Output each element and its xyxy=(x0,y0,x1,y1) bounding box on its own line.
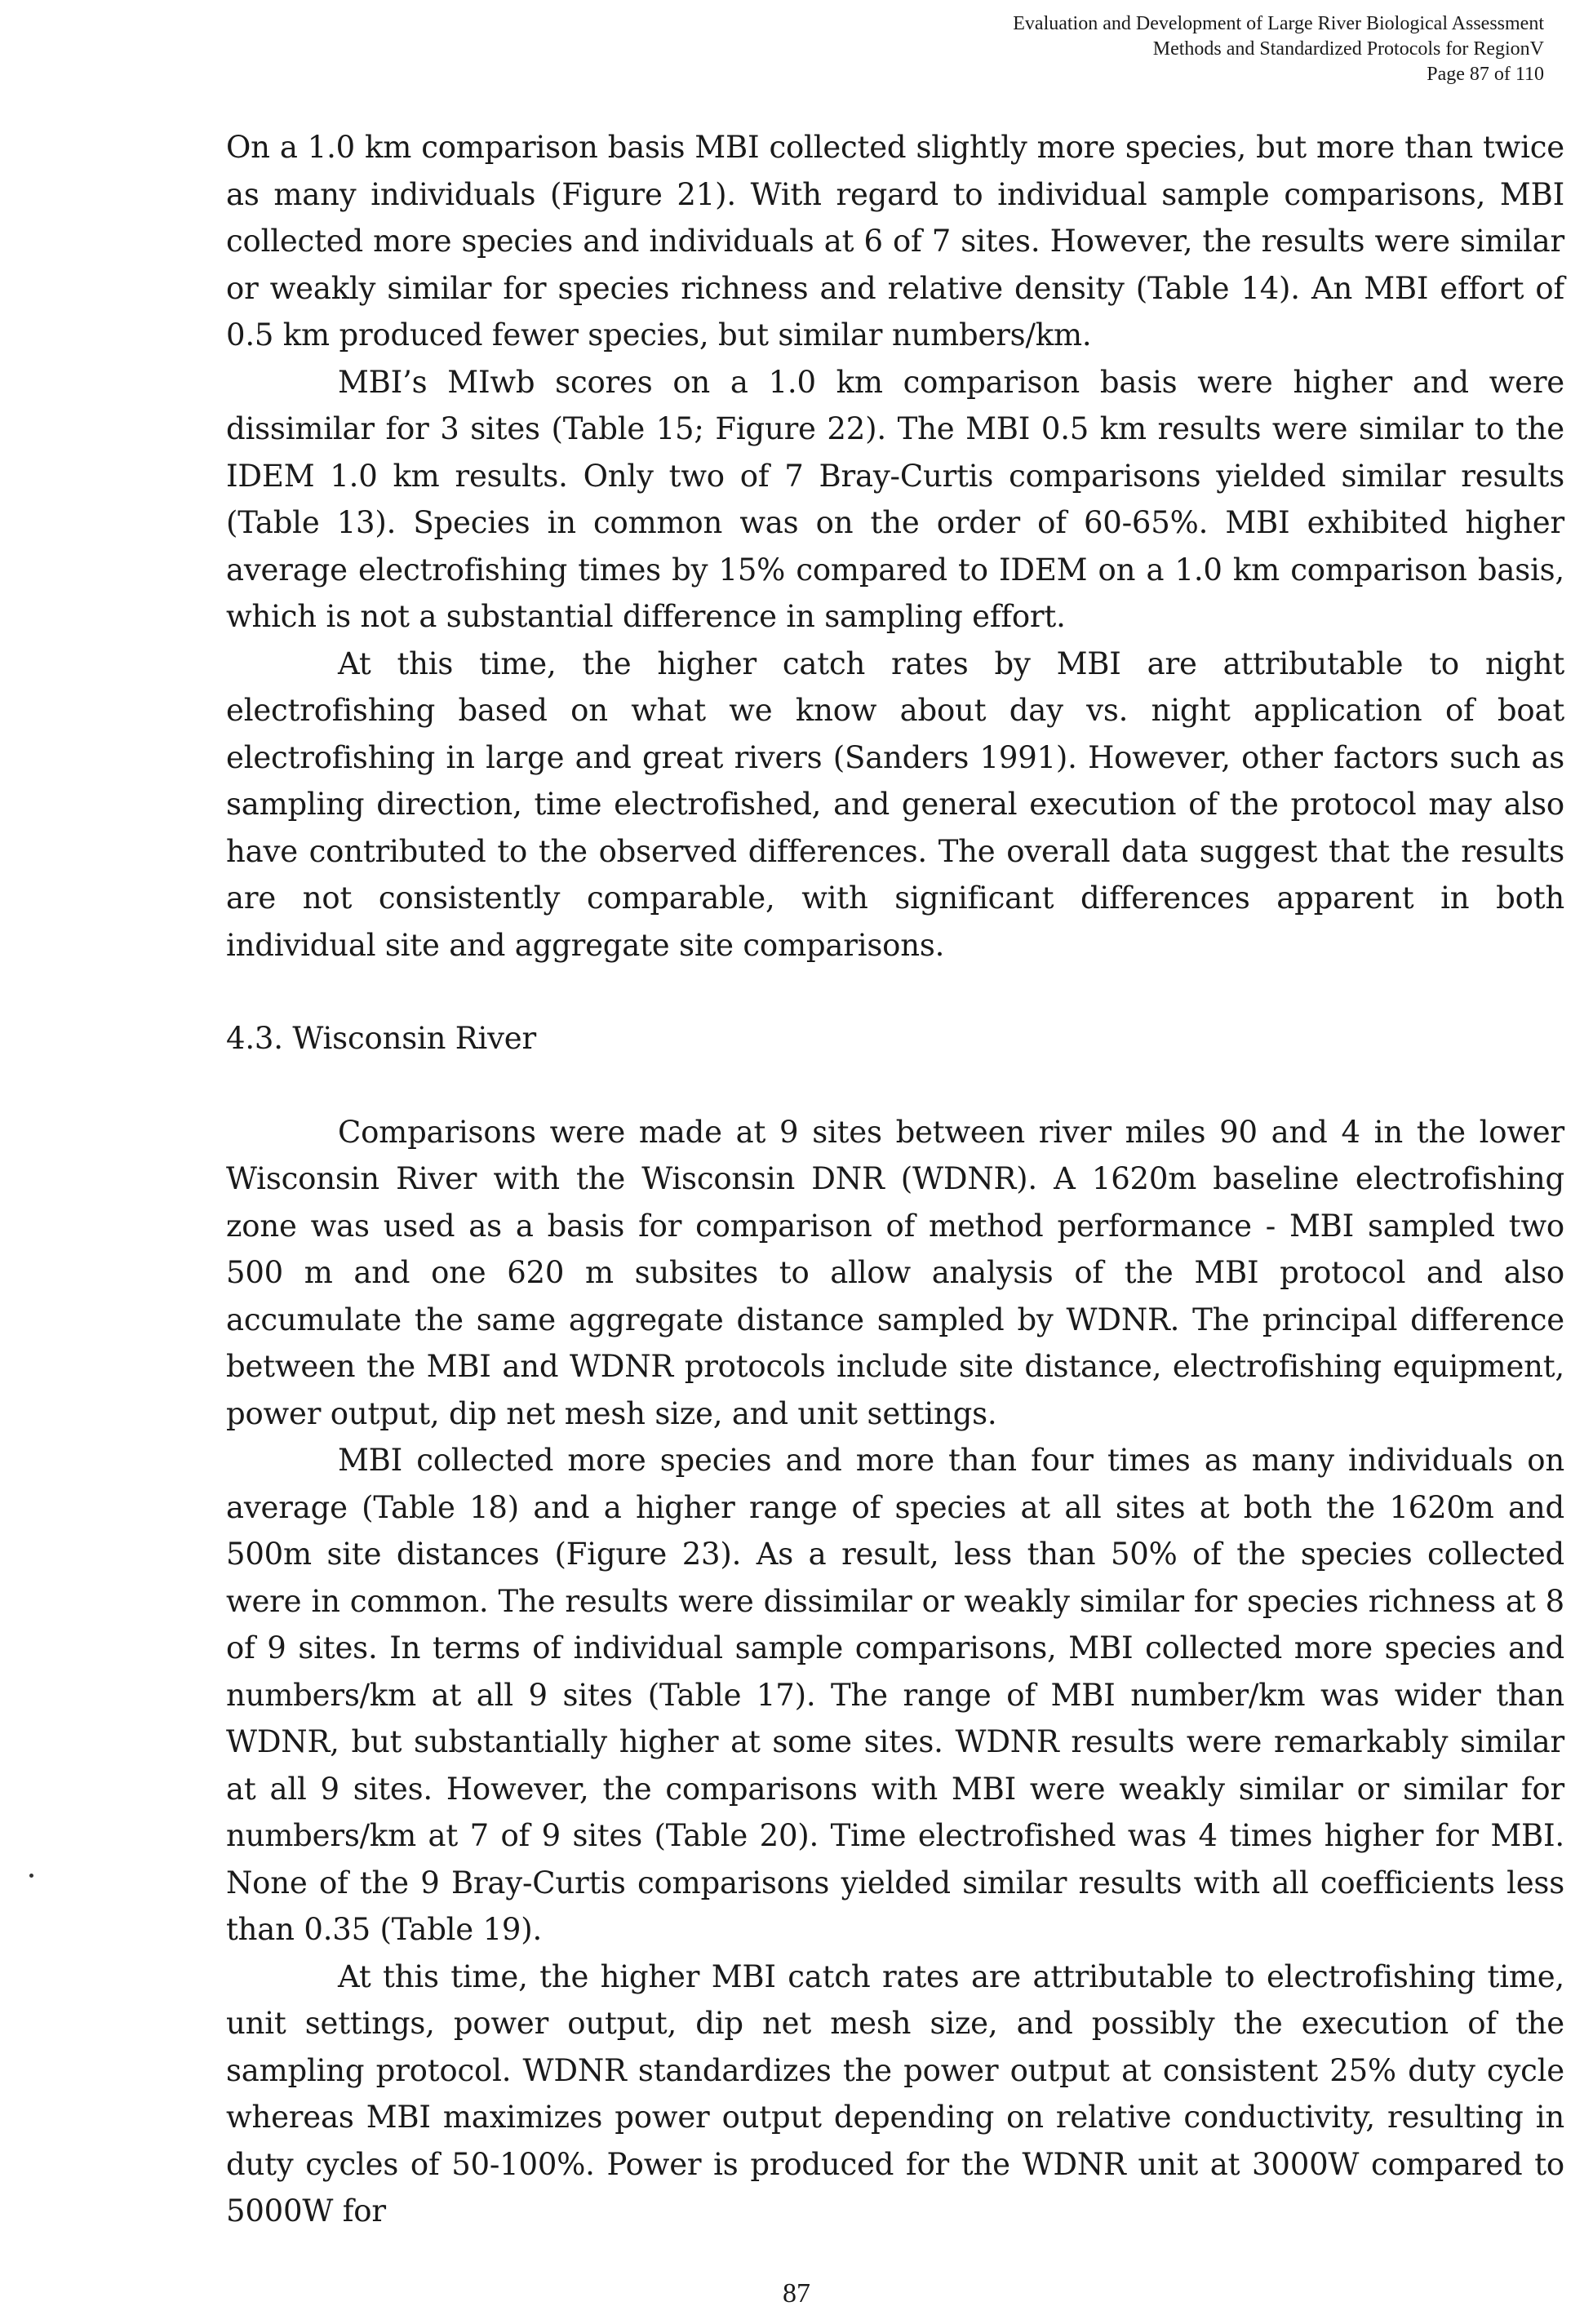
paragraph-4: Comparisons were made at 9 sites between river miles 90 and 4 in the lower Wisconsin River with the Wisconsin DNR (WDNR). A 1620m baseline electrofishing zone was used as a basis for comparison of method performance - MBI sampled two 500 m and one 620 m subsites to allow analysis of the MBI protocol and also accumulate the same aggregate distance sampled by WDNR. The principal difference between the MBI and WDNR protocols include site distance, electrofishing equipment, power output, dip net mesh size, and unit settings. xyxy=(226,1114,1564,1431)
paragraph-2: MBI’s MIwb scores on a 1.0 km comparison basis were higher and were dissimilar for 3 sites (Table 15; Figure 22). The MBI 0.5 km results were similar to the IDEM 1.0 km results. Only two of 7 Bray-Curtis comparisons yielded similar results (Table 13). Species in common was on the order of 60-65%. MBI exhibited higher average electrofishing times by 15% compared to IDEM on a 1.0 km comparison basis, which is not a substantial difference in sampling effort. xyxy=(226,364,1564,634)
body-text xyxy=(226,124,1564,2235)
header-page-count: Page 87 of 110 xyxy=(1427,64,1544,85)
paragraph-1: On a 1.0 km comparison basis MBI collected slightly more species, but more than twice as many individuals (Figure 21). With regard to individual sample comparisons, MBI collected more species and individuals at 6 of 7 sites. However, the results were similar or weakly similar for species richness and relative density (Table 14). An MBI effort of 0.5 km produced fewer species, but similar numbers/km. xyxy=(226,130,1564,353)
paragraph-3: At this time, the higher catch rates by MBI are attributable to night electrofishing based on what we know about day vs. night application of boat electrofishing in large and great rivers (Sanders 1991). However, other factors such as sampling direction, time electrofished, and general execution of the protocol may also have contributed to the observed differences. The overall data suggest that the results are not consistently comparable, with significant differences apparent in both individual site and aggregate site comparisons. xyxy=(226,645,1564,963)
paragraph-5: MBI collected more species and more than four times as many individuals on average (Table 18) and a higher range of species at all sites at both the 1620m and 500m site distances (Figure 23). As a result, less than 50% of the species collected were in common. The results were dissimilar or weakly similar for species richness at 8 of 9 sites. In terms of individual sample comparisons, MBI collected more species and numbers/km at all 9 sites (Table 17). The range of MBI number/km was wider than WDNR, but substantially higher at some sites. WDNR results were remarkably similar at all 9 sites. However, the comparisons with MBI were weakly similar or similar for numbers/km at 7 of 9 sites (Table 20). Time electrofished was 4 times higher for MBI. None of the 9 Bray-Curtis comparisons yielded similar results with all coefficients less than 0.35 (Table 19). xyxy=(226,1443,1564,1947)
header-subtitle-line: Methods and Standardized Protocols for RegionV xyxy=(1152,38,1544,60)
paragraph-6: At this time, the higher MBI catch rates are attributable to electrofishing time, unit settings, power output, dip net mesh size, and possibly the execution of the sampling protocol. WDNR standardizes the power output at consistent 25% duty cycle whereas MBI maximizes power output depending on relative conductivity, resulting in duty cycles of 50-100%. Power is produced for the WDNR unit at 3000W compared to 5000W for xyxy=(226,1958,1564,2229)
section-heading: 4.3. Wisconsin River xyxy=(226,1021,536,1056)
page-number: 87 xyxy=(783,2278,810,2308)
running-header xyxy=(1013,11,1544,87)
header-title-line: Evaluation and Development of Large River Biological Assessment xyxy=(1013,13,1544,34)
margin-mark xyxy=(29,1874,33,1878)
